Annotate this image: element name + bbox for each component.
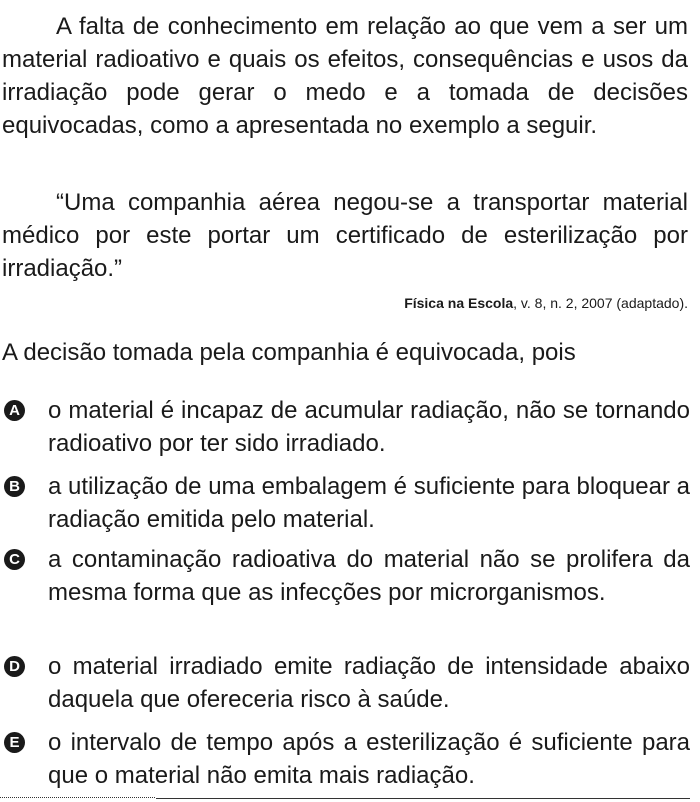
- source-title: Física na Escola: [404, 295, 514, 311]
- option-e-letter-badge: E: [4, 732, 25, 753]
- source-citation: [404, 294, 688, 312]
- option-d-text: o material irradiado emite radiação de intensidade abaixo daquela que ofereceria risco à saúde.: [48, 653, 690, 713]
- option-a-text: o material é incapaz de acumular radiação, não se tornando radioativo por ter sido irradiado.: [48, 397, 690, 457]
- option-e[interactable]: [2, 726, 690, 792]
- source-details: , v. 8, n. 2, 2007 (adaptado).: [513, 295, 688, 311]
- option-c[interactable]: [2, 543, 690, 609]
- footer-solid-rule: [156, 798, 690, 799]
- option-b[interactable]: [2, 470, 690, 536]
- option-a[interactable]: [2, 394, 690, 460]
- intro-paragraph: A falta de conhecimento em relação ao que vem a ser um material radioativo e quais os efeitos, consequências e usos da irradiação pode gerar o medo e a tomada de decisões equivocadas, como a apresentada no exemplo a seguir.: [2, 13, 688, 139]
- option-c-text: a contaminação radioativa do material não se prolifera da mesma forma que as infecções por microrganismos.: [48, 546, 690, 606]
- option-c-letter-badge: C: [4, 549, 25, 570]
- option-e-text: o intervalo de tempo após a esterilização é suficiente para que o material não emita mais radiação.: [48, 729, 690, 789]
- option-b-text: a utilização de uma embalagem é suficiente para bloquear a radiação emitida pelo material.: [48, 473, 690, 533]
- option-b-letter-badge: B: [4, 476, 25, 497]
- question-stem: A decisão tomada pela companhia é equivocada, pois: [2, 339, 576, 366]
- option-d[interactable]: [2, 650, 690, 716]
- footer-dotted-rule: [0, 797, 155, 798]
- option-a-letter-badge: A: [4, 400, 25, 421]
- option-d-letter-badge: D: [4, 656, 25, 677]
- quote-paragraph: “Uma companhia aérea negou-se a transportar material médico por este portar um certificado de esterilização por irradiação.”: [2, 189, 688, 282]
